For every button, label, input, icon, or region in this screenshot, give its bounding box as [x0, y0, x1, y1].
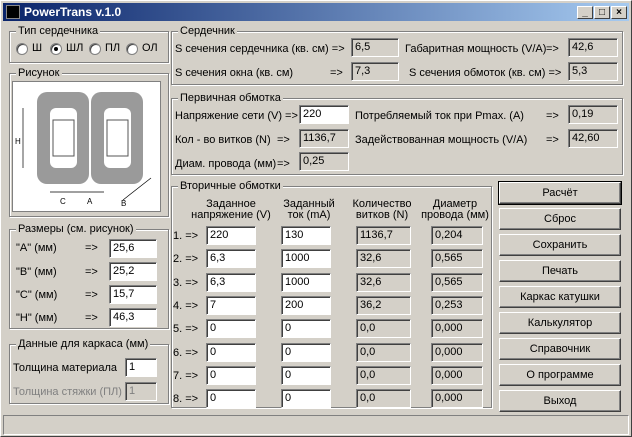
print-button[interactable]: Печать [499, 260, 621, 282]
frame-legend: Данные для каркаса (мм) [18, 338, 149, 350]
secondary-row-number: 3. => [173, 277, 199, 289]
radio-pl-label: ПЛ [105, 42, 121, 54]
core-legend: Сердечник [180, 25, 235, 37]
secondary-diameter-value: 0,565 [431, 249, 483, 268]
drawing-label-h: H [15, 137, 21, 146]
secondary-voltage-input[interactable]: 220 [206, 226, 256, 245]
secondary-diameter-value: 0,000 [431, 343, 483, 362]
secondary-turns-value: 32,6 [356, 249, 411, 268]
secondary-diameter-value: 0,204 [431, 226, 483, 245]
size-h-arrow: => [85, 312, 98, 324]
radio-ol[interactable] [126, 43, 138, 55]
size-c-label: "С" (мм) [16, 289, 58, 301]
size-c-arrow: => [85, 289, 98, 301]
secondary-row-number: 8. => [173, 393, 199, 405]
core-drawing-svg [13, 82, 160, 211]
status-bar [3, 415, 629, 435]
secondary-current-input[interactable]: 1000 [281, 273, 331, 292]
primary-legend: Первичная обмотка [180, 92, 281, 104]
diameter-arrow: => [277, 158, 290, 170]
radio-shl[interactable] [50, 43, 62, 55]
secondary-legend: Вторичные обмотки [180, 180, 281, 192]
about-button[interactable]: О программе [499, 364, 621, 386]
sizes-legend: Размеры (см. рисунок) [18, 223, 134, 235]
secondary-turns-value: 0,0 [356, 343, 411, 362]
header-turns: Количество витков (N) [352, 198, 412, 221]
overall-power-arrow: => [546, 43, 559, 55]
current-arrow: => [546, 110, 559, 122]
radio-pl[interactable] [89, 43, 101, 55]
maximize-button[interactable]: □ [594, 6, 610, 19]
tie-thickness-input: 1 [125, 382, 157, 401]
secondary-current-input[interactable]: 0 [281, 319, 331, 338]
drawing-label-c: C [60, 197, 66, 206]
voltage-input[interactable]: 220 [299, 105, 349, 124]
secondary-voltage-input[interactable]: 7 [206, 296, 256, 315]
header-diameter: Диаметр провода (мм) [421, 198, 489, 221]
size-h-label: "Н" (мм) [16, 312, 58, 324]
diameter-label: Диам. провода (мм) [175, 158, 277, 170]
calculator-button[interactable]: Калькулятор [499, 312, 621, 334]
secondary-diameter-value: 0,000 [431, 366, 483, 385]
secondary-turns-value: 36,2 [356, 296, 411, 315]
core-drawing [12, 81, 161, 212]
size-h-input[interactable]: 46,3 [109, 308, 157, 327]
size-b-label: "В" (мм) [16, 266, 57, 278]
title-bar[interactable] [3, 3, 629, 21]
secondary-current-input[interactable]: 0 [281, 343, 331, 362]
used-power-arrow: => [546, 134, 559, 146]
secondary-turns-value: 0,0 [356, 319, 411, 338]
radio-ol-label: ОЛ [142, 42, 158, 54]
tie-thickness-label: Толщина стяжки (ПЛ) [13, 386, 122, 398]
secondary-row-number: 7. => [173, 370, 199, 382]
window-title: PowerTrans v.1.0 [24, 5, 122, 19]
size-a-input[interactable]: 25,6 [109, 239, 157, 258]
secondary-diameter-value: 0,253 [431, 296, 483, 315]
size-c-input[interactable]: 15,7 [109, 285, 157, 304]
material-thickness-label: Толщина материала [13, 362, 117, 374]
reference-button[interactable]: Справочник [499, 338, 621, 360]
secondary-voltage-input[interactable]: 0 [206, 389, 256, 408]
current-label: Потребляемый ток при Pmax. (A) [355, 110, 524, 122]
bobbin-button[interactable]: Каркас катушки [499, 286, 621, 308]
secondary-current-input[interactable]: 200 [281, 296, 331, 315]
core-area-value: 6,5 [351, 38, 399, 57]
turns-label: Кол - во витков (N) [175, 134, 271, 146]
winding-area-value: 5,3 [568, 62, 618, 81]
window-area-label: S сечения окна (кв. см) [175, 67, 294, 79]
secondary-voltage-input[interactable]: 0 [206, 366, 256, 385]
size-a-arrow: => [85, 242, 98, 254]
secondary-turns-value: 0,0 [356, 366, 411, 385]
secondary-current-input[interactable]: 1000 [281, 249, 331, 268]
calculate-button[interactable]: Расчёт [499, 182, 621, 204]
overall-power-value: 42,6 [568, 38, 618, 57]
material-thickness-input[interactable]: 1 [125, 358, 157, 377]
secondary-row-number: 2. => [173, 253, 199, 265]
secondary-turns-value: 0,0 [356, 389, 411, 408]
used-power-value: 42,60 [568, 129, 618, 148]
header-voltage: Заданное напряжение (V) [191, 198, 271, 221]
secondary-diameter-value: 0,000 [431, 389, 483, 408]
app-icon [6, 5, 20, 19]
close-button[interactable]: × [611, 6, 627, 19]
radio-shl-label: ШЛ [66, 42, 84, 54]
used-power-label: Задействованная мощность (V/A) [355, 134, 528, 146]
secondary-voltage-input[interactable]: 0 [206, 343, 256, 362]
drawing-legend: Рисунок [18, 67, 60, 79]
radio-sh-label: Ш [32, 42, 43, 54]
secondary-row-number: 6. => [173, 347, 199, 359]
secondary-turns-value: 1136,7 [356, 226, 411, 245]
radio-sh[interactable] [16, 43, 28, 55]
secondary-row-number: 1. => [173, 230, 199, 242]
secondary-current-input[interactable]: 0 [281, 389, 331, 408]
current-value: 0,19 [568, 105, 618, 124]
overall-power-label: Габаритная мощность (V/A) [405, 43, 547, 55]
size-b-arrow: => [85, 266, 98, 278]
exit-button[interactable]: Выход [499, 390, 621, 412]
diameter-value: 0,25 [299, 152, 349, 171]
secondary-diameter-value: 0,000 [431, 319, 483, 338]
secondary-turns-value: 32,6 [356, 273, 411, 292]
drawing-label-b: B [121, 199, 127, 208]
secondary-row-number: 4. => [173, 300, 199, 312]
header-current: Заданный ток (mA) [283, 198, 335, 221]
minimize-button[interactable]: _ [577, 6, 593, 19]
voltage-label: Напряжение сети (V) => [175, 110, 298, 122]
core-type-legend: Тип сердечника [18, 25, 99, 37]
secondary-diameter-value: 0,565 [431, 273, 483, 292]
turns-arrow: => [277, 134, 290, 146]
secondary-voltage-input[interactable]: 6,3 [206, 273, 256, 292]
secondary-current-input[interactable]: 130 [281, 226, 331, 245]
window-area-value: 7,3 [351, 62, 399, 81]
save-button[interactable]: Сохранить [499, 234, 621, 256]
secondary-voltage-input[interactable]: 0 [206, 319, 256, 338]
size-b-input[interactable]: 25,2 [109, 262, 157, 281]
secondary-current-input[interactable]: 0 [281, 366, 331, 385]
winding-area-label: S сечения обмоток (кв. см) => [409, 67, 562, 79]
reset-button[interactable]: Сброс [499, 208, 621, 230]
window-area-arrow: => [330, 67, 343, 79]
drawing-label-a: A [87, 197, 93, 206]
turns-value: 1136,7 [299, 129, 349, 148]
core-area-label: S сечения сердечника (кв. см) => [175, 43, 345, 55]
secondary-row-number: 5. => [173, 323, 199, 335]
secondary-voltage-input[interactable]: 6,3 [206, 249, 256, 268]
size-a-label: "А" (мм) [16, 242, 57, 254]
